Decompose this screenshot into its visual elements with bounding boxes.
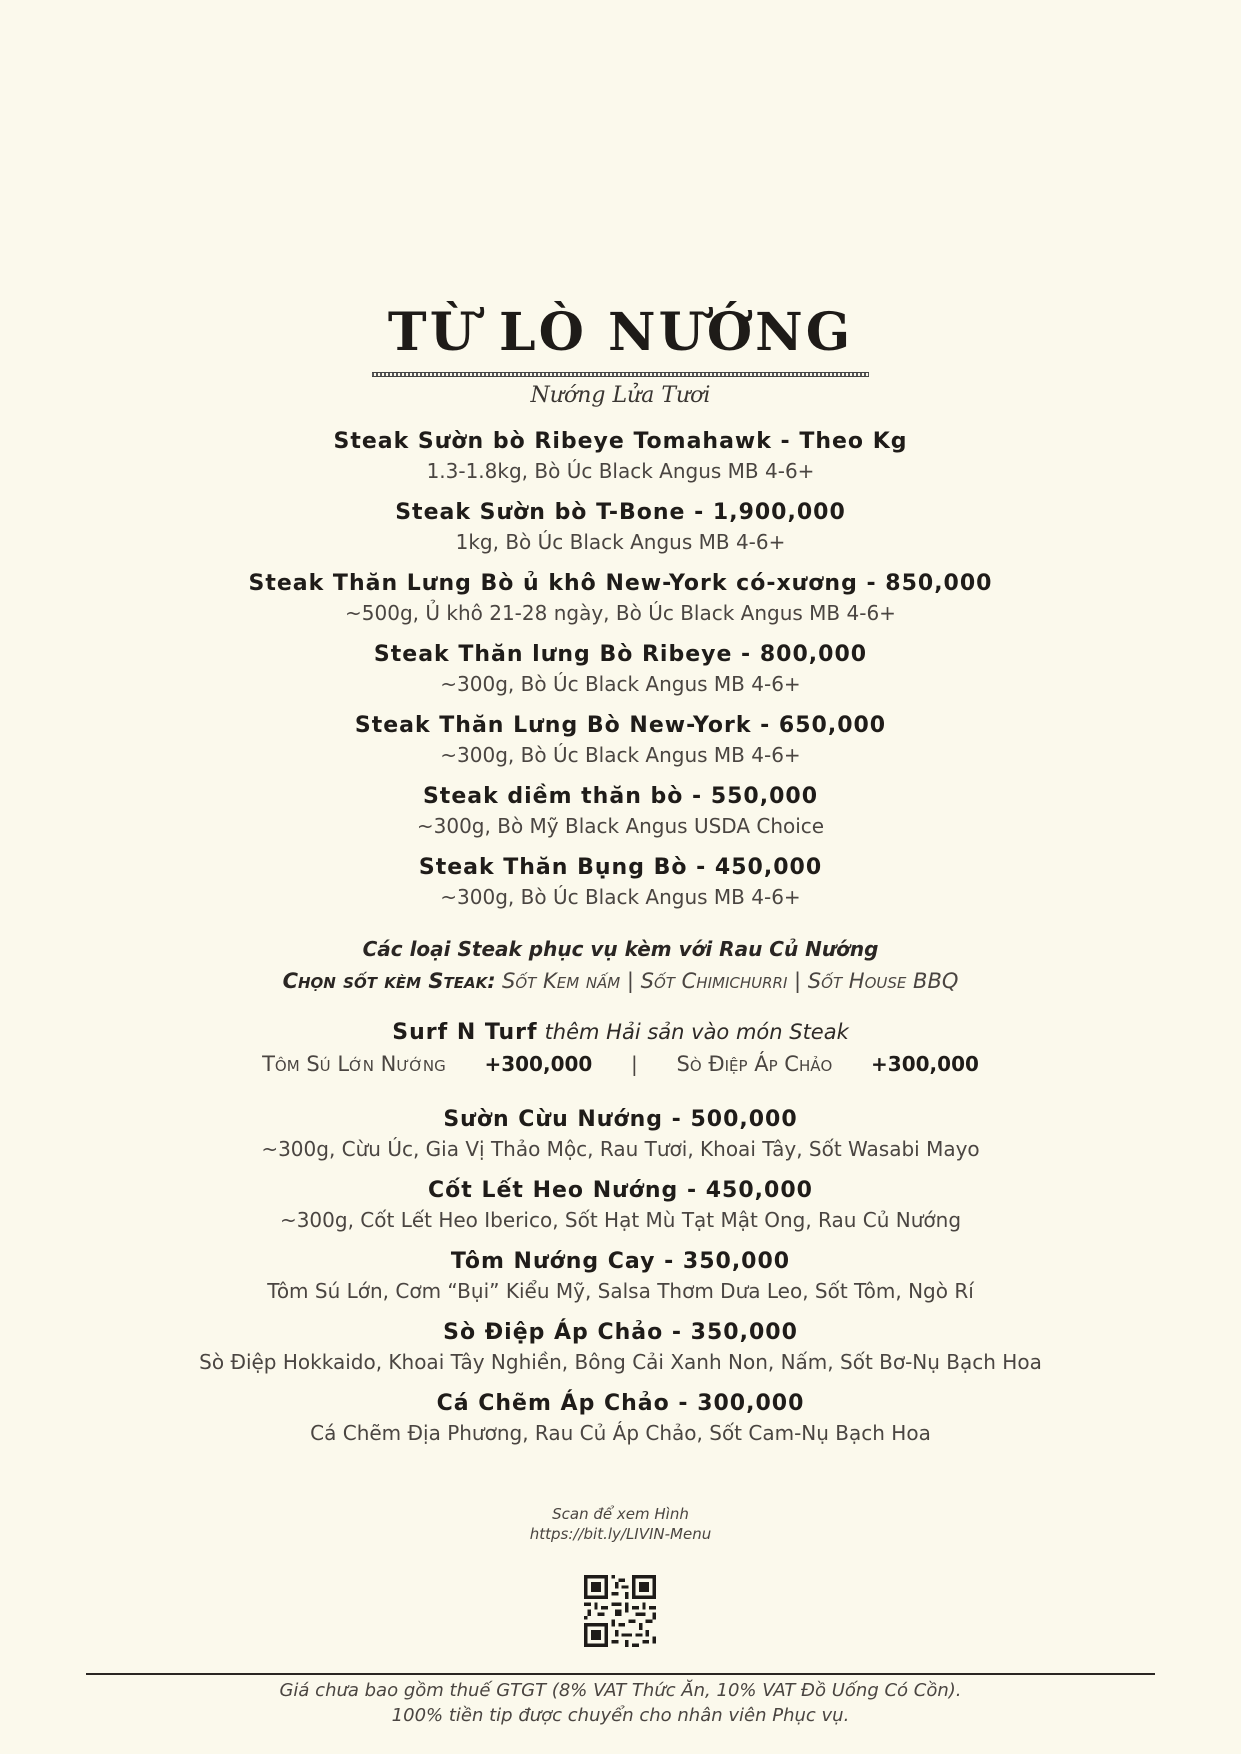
menu-item-name: Sò Điệp Áp Chảo - 350,000 xyxy=(443,1320,798,1345)
menu-item xyxy=(0,1317,1241,1376)
menu-item-name: Tôm Nướng Cay - 350,000 xyxy=(450,1249,791,1274)
menu-item-name: Steak Thăn Bụng Bò - 450,000 xyxy=(418,855,823,880)
surf-separator: | xyxy=(631,1052,638,1076)
menu-item-name: Steak Sườn bò Ribeye Tomahawk - Theo Kg xyxy=(333,429,908,454)
menu-item-desc: ~300g, Cừu Úc, Gia Vị Thảo Mộc, Rau Tươi, Khoai Tây, Sốt Wasabi Mayo xyxy=(261,1137,980,1161)
menu-item-desc: Cá Chẽm Địa Phương, Rau Củ Áp Chảo, Sốt Cam-Nụ Bạch Hoa xyxy=(310,1421,931,1445)
menu-item-desc: ~300g, Bò Mỹ Black Angus USDA Choice xyxy=(416,814,825,838)
scan-label: Scan để xem Hình xyxy=(552,1505,689,1523)
page-subtitle: Nướng Lửa Tươi xyxy=(530,383,711,408)
other-dishes-list xyxy=(0,1104,1241,1447)
menu-item xyxy=(0,710,1241,769)
menu-item-name: Steak diềm thăn bò - 550,000 xyxy=(422,784,819,809)
menu-item-name: Cốt Lết Heo Nướng - 450,000 xyxy=(428,1178,813,1203)
menu-item-name: Cá Chẽm Áp Chảo - 300,000 xyxy=(436,1391,805,1416)
surf-option-price: +300,000 xyxy=(871,1052,979,1076)
footer-note xyxy=(0,1678,1241,1728)
footer-vat-note: Giá chưa bao gồm thuế GTGT (8% VAT Thức Ăn, 10% VAT Đồ Uống Có Cồn). xyxy=(279,1680,962,1701)
qr-code-icon[interactable] xyxy=(584,1575,656,1647)
menu-item xyxy=(0,426,1241,485)
surf-options xyxy=(0,1049,1241,1079)
menu-item-desc: 1kg, Bò Úc Black Angus MB 4-6+ xyxy=(455,530,786,554)
sauce-label: Chọn sốt kèm Steak: xyxy=(282,969,496,993)
menu-item xyxy=(0,1246,1241,1305)
menu-item-desc: ~300g, Bò Úc Black Angus MB 4-6+ xyxy=(440,743,801,767)
surf-option-price: +300,000 xyxy=(484,1052,593,1076)
menu-item-name: Steak Thăn Lưng Bò New-York - 650,000 xyxy=(354,713,887,738)
page-title: TỪ LÒ NƯỚNG xyxy=(387,302,854,363)
menu-item-desc: Sò Điệp Hokkaido, Khoai Tây Nghiền, Bông Cải Xanh Non, Nấm, Sốt Bơ-Nụ Bạch Hoa xyxy=(199,1350,1042,1374)
served-with-note: Các loại Steak phục vụ kèm với Rau Củ Nướng xyxy=(362,937,879,961)
scan-info xyxy=(0,1504,1241,1544)
menu-item-desc: ~300g, Bò Úc Black Angus MB 4-6+ xyxy=(440,885,801,909)
title-divider xyxy=(372,372,869,377)
menu-item-desc: 1.3-1.8kg, Bò Úc Black Angus MB 4-6+ xyxy=(426,459,815,483)
footer-divider xyxy=(86,1673,1155,1675)
menu-item xyxy=(0,852,1241,911)
surf-subtitle: thêm Hải sản vào món Steak xyxy=(544,1020,849,1044)
menu-item xyxy=(0,1388,1241,1447)
sauce-options: Sốt Kem nấm | Sốt Chimichurri | Sốt House BBQ xyxy=(501,969,959,993)
menu-item-desc: ~500g, Ủ khô 21-28 ngày, Bò Úc Black Angus MB 4-6+ xyxy=(345,601,896,625)
menu-item xyxy=(0,781,1241,840)
menu-item-name: Steak Thăn Lưng Bò ủ khô New-York có-xương - 850,000 xyxy=(248,571,993,596)
steak-notes xyxy=(0,934,1241,998)
menu-item xyxy=(0,1175,1241,1234)
menu-item xyxy=(0,497,1241,556)
menu-item-name: Sườn Cừu Nướng - 500,000 xyxy=(443,1107,798,1132)
menu-item-name: Steak Thăn lưng Bò Ribeye - 800,000 xyxy=(373,642,868,667)
menu-item-desc: ~300g, Bò Úc Black Angus MB 4-6+ xyxy=(440,672,801,696)
footer-tip-note: 100% tiền tip được chuyển cho nhân viên Phục vụ. xyxy=(391,1705,850,1726)
surf-option-label: Tôm Sú Lớn Nướng xyxy=(262,1052,446,1076)
menu-item xyxy=(0,1104,1241,1163)
menu-item-desc: Tôm Sú Lớn, Cơm “Bụi” Kiểu Mỹ, Salsa Thơm Dưa Leo, Sốt Tôm, Ngò Rí xyxy=(267,1279,974,1303)
menu-item xyxy=(0,639,1241,698)
surf-n-turf xyxy=(0,1016,1241,1079)
steak-list xyxy=(0,426,1241,911)
menu-item xyxy=(0,568,1241,627)
surf-title: Surf N Turf xyxy=(392,1020,538,1045)
menu-item-name: Steak Sườn bò T-Bone - 1,900,000 xyxy=(395,500,846,525)
surf-option-label: Sò Điệp Áp Chảo xyxy=(676,1052,833,1076)
menu-item-desc: ~300g, Cốt Lết Heo Iberico, Sốt Hạt Mù Tạt Mật Ong, Rau Củ Nướng xyxy=(279,1208,962,1232)
sauce-selection xyxy=(0,964,1241,998)
scan-url[interactable]: https://bit.ly/LIVIN-Menu xyxy=(529,1525,712,1543)
